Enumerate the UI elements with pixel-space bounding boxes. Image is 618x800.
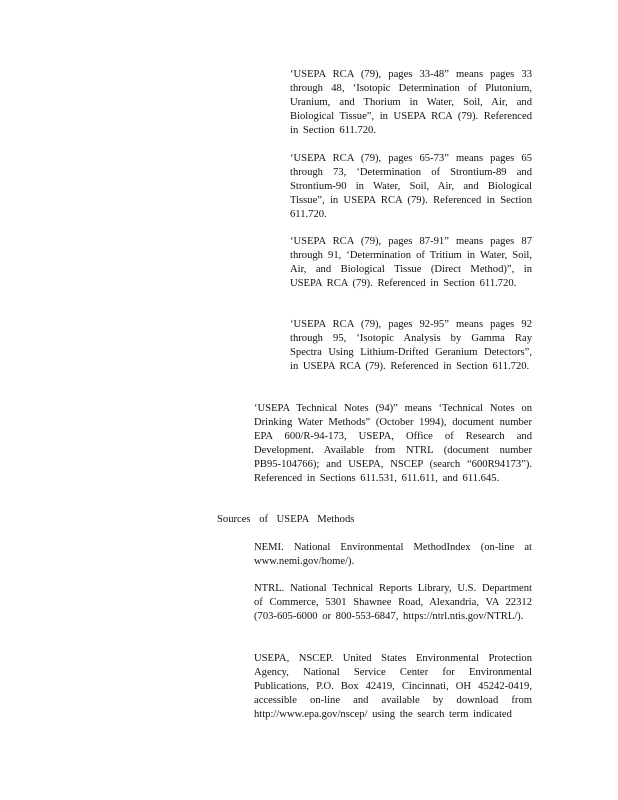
definition-usepa-rca-pages-33-48: ‘USEPA RCA (79), pages 33-48” means pages 33 through 48, ‘Isotopic Determination of Plutonium, Uranium, and Thorium in Water, Soil, Air, and Biological Tissue”, in USEPA RCA (79). Referenced in Section 611.720. — [290, 69, 532, 136]
definition-usepa-rca-pages-87-91: ‘USEPA RCA (79), pages 87-91” means pages 87 through 91, ‘Determination of Tritium in Water, Soil, Air, and Biological Tissue (Direct Method)”, in USEPA RCA (79). Referenced in Section 611.720. — [290, 236, 532, 289]
definition-usepa-rca-pages-92-95: ‘USEPA RCA (79), pages 92-95” means pages 92 through 95, ‘Isotopic Analysis by Gamma Ray Spectra Using Lithium-Drifted Geranium Detectors”, in USEPA RCA (79). Referenced in Section 611.720. — [290, 319, 532, 372]
definition-usepa-rca-pages-65-73: ‘USEPA RCA (79), pages 65-73” means pages 65 through 73, ‘Determination of Strontium-89 and Strontium-90 in Water, Soil, Air, and Biological Tissue”, in USEPA RCA (79). Referenced in Section 611.720. — [290, 153, 532, 220]
source-nemi: NEMI. National Environmental MethodIndex (on-line at www.nemi.gov/home/). — [254, 542, 532, 567]
sources-heading: Sources of USEPA Methods — [217, 514, 355, 525]
source-usepa-nscep: USEPA, NSCEP. United States Environmental Protection Agency, National Service Center for Environmental Publications, P.O. Box 42419, Cincinnati, OH 45242-0419, accessible on-line and available by download from http://www.epa.gov/nscep/ using the search term indicated — [254, 653, 532, 720]
source-ntrl: NTRL. National Technical Reports Library, U.S. Department of Commerce, 5301 Shawnee Road, Alexandria, VA 22312 (703-605-6000 or 800-553-6847, https://ntrl.ntis.gov/NTRL/). — [254, 583, 532, 622]
definition-usepa-technical-notes: ‘USEPA Technical Notes (94)” means ‘Technical Notes on Drinking Water Methods” (October 1994), document number EPA 600/R-94-173, USEPA, Office of Research and Development. Available from NTRL (document number PB95-104766); and USEPA, NSCEP (search “600R94173”). Referenced in Sections 611.531, 611.611, and 611.645. — [254, 403, 532, 484]
